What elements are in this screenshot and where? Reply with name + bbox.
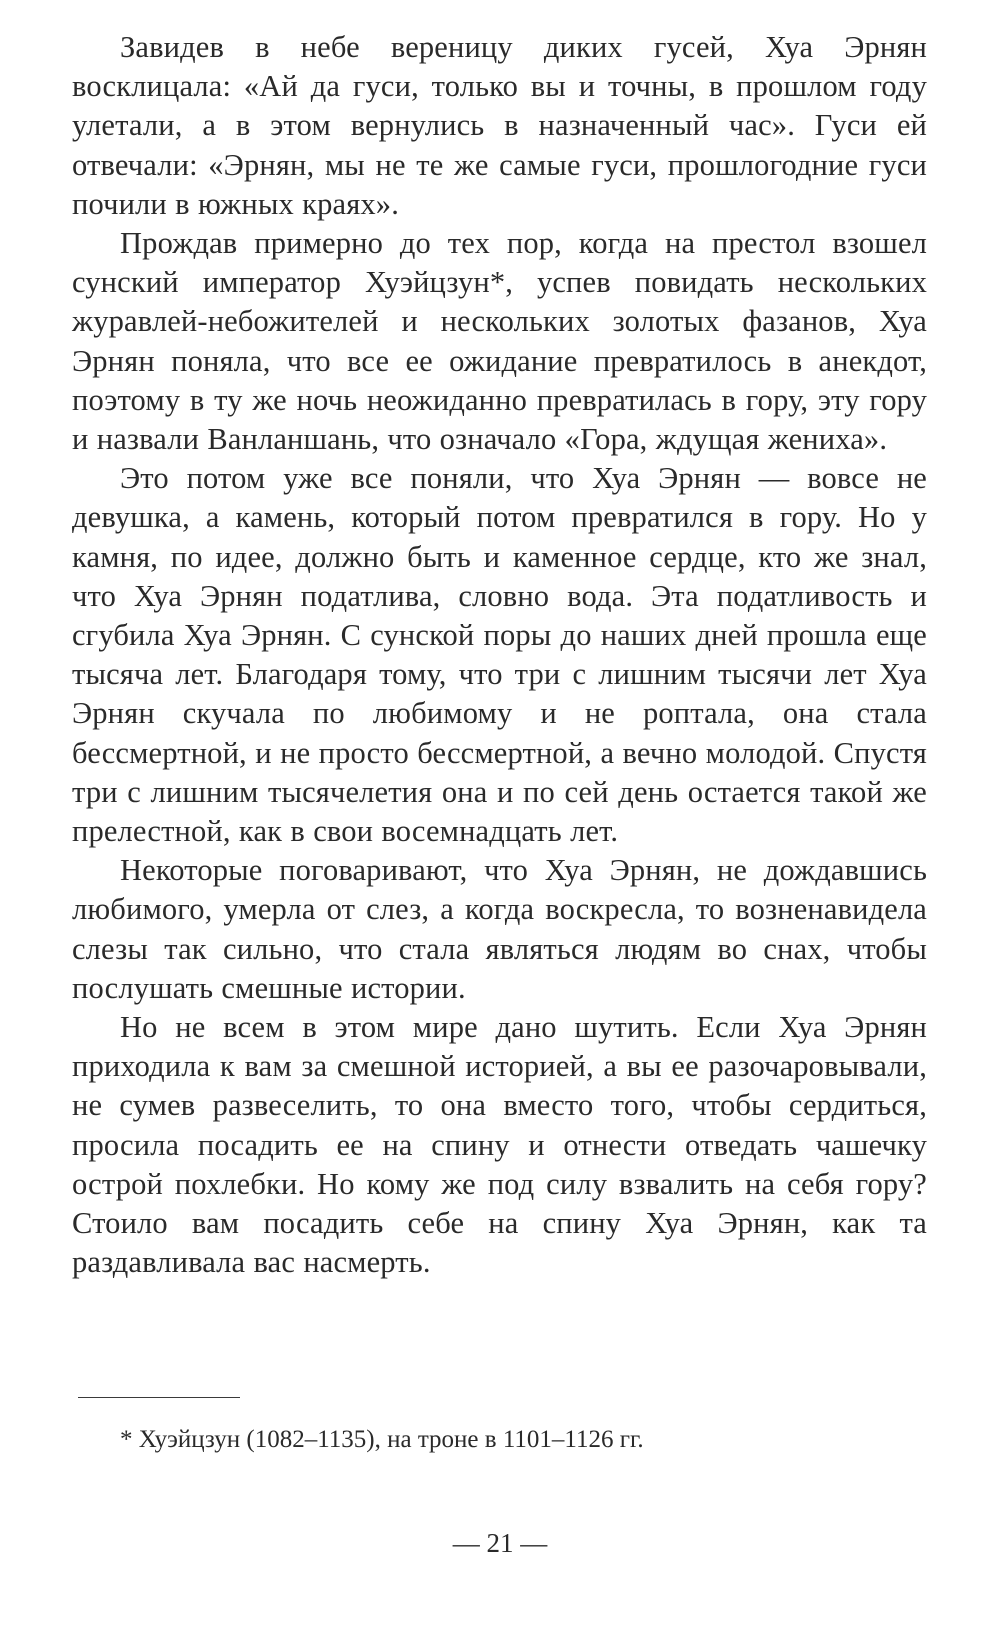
footnote-divider bbox=[78, 1397, 240, 1398]
paragraph-4: Некоторые поговаривают, что Хуа Эрнян, не дождавшись любимого, умерла от слез, а когда воскресла, то возненавидела слезы так сильно, что стала являться людям во снах, чтобы послушать смешные истории. bbox=[72, 853, 927, 1005]
main-text bbox=[72, 28, 927, 1283]
paragraph-2: Прождав примерно до тех пор, когда на престол взошел сунский император Хуэйцзун*, успев повидать нескольких журавлей-небожителей и нескольких золотых фазанов, Хуа Эрнян поняла, что все ее ожидание превратилось в анекдот, поэтому в ту же ночь неожиданно превратилась в гору, эту гору и назвали Ванланшань, что означало «Гора, ждущая жениха». bbox=[72, 226, 927, 457]
footnote: * Хуэйцзун (1082–1135), на троне в 1101–1126 гг. bbox=[120, 1426, 644, 1453]
paragraph-3: Это потом уже все поняли, что Хуа Эрнян — вовсе не девушка, а камень, который потом превратился в гору. Но у камня, по идее, должно быть и каменное сердце, кто же знал, что Хуа Эрнян податлива, словно вода. Эта податливость и сгубила Хуа Эрнян. С сунской поры до наших дней прошла еще тысяча лет. Благодаря тому, что три с лишним тысячи лет Хуа Эрнян скучала по любимому и не роптала, она стала бессмертной, и не просто бессмертной, а вечно молодой. Спустя три с лишним тысячелетия она и по сей день остается такой же прелестной, как в свои восемнадцать лет. bbox=[72, 461, 927, 849]
paragraph-5: Но не всем в этом мире дано шутить. Если Хуа Эрнян приходила к вам за смешной историей, а вы ее разочаровывали, не сумев развеселить, то она вместо того, чтобы сердиться, просила посадить ее на спину и отнести отведать чашечку острой похлебки. Но кому же под силу взвалить на себя гору? Стоило вам посадить себе на спину Хуа Эрнян, как та раздавливала вас насмерть. bbox=[72, 1010, 927, 1280]
page-number: — 21 — bbox=[452, 1528, 548, 1558]
paragraph-1: Завидев в небе вереницу диких гусей, Хуа Эрнян восклицала: «Ай да гуси, только вы и точны, в прошлом году улетали, а в этом вернулись в назначенный час». Гуси ей отвечали: «Эрнян, мы не те же самые гуси, прошлогодние гуси почили в южных краях». bbox=[72, 30, 927, 221]
